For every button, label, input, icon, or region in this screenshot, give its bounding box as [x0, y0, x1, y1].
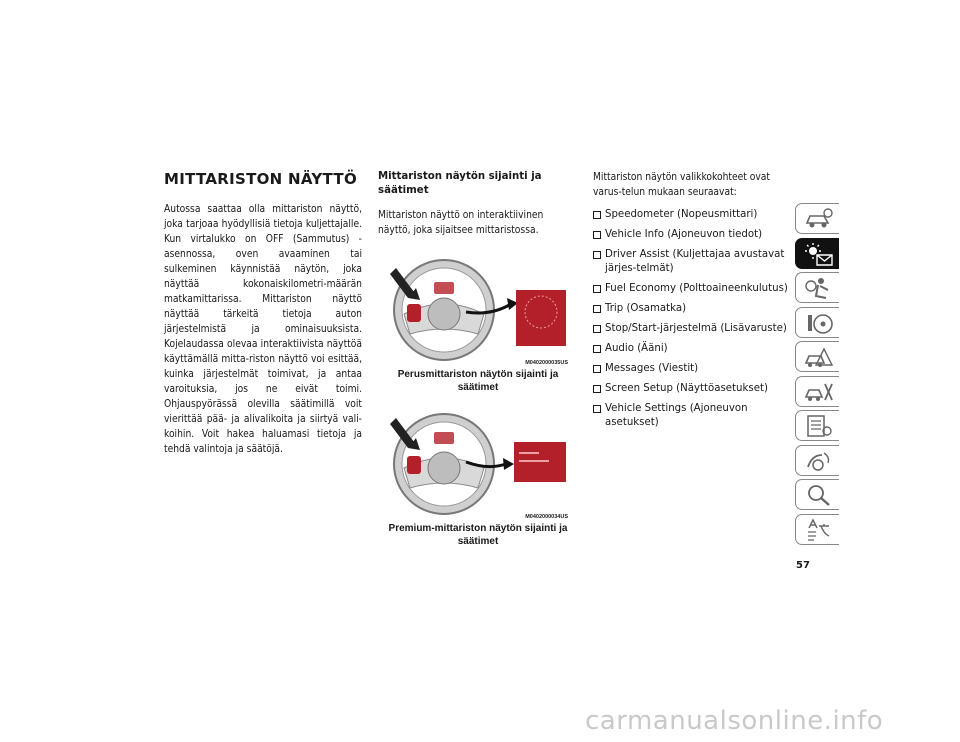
- list-item: Screen Setup (Näyttöasetukset): [593, 382, 795, 396]
- page-number: 57: [796, 560, 810, 571]
- languages-icon: [804, 518, 834, 542]
- list-item: Stop/Start-järjestelmä (Lisävaruste): [593, 322, 795, 336]
- figure-caption: Premium-mittariston näytön sijainti ja säätimet: [388, 523, 568, 547]
- menu-items-list: [593, 208, 795, 430]
- figure-code: M0402000035US: [525, 360, 568, 366]
- list-item: Audio (Ääni): [593, 342, 795, 356]
- right-column: [593, 170, 795, 436]
- section-title: MITTARISTON NÄYTTÖ: [164, 170, 358, 188]
- tab-languages[interactable]: [795, 514, 839, 545]
- tab-multimedia[interactable]: [795, 445, 839, 476]
- airbag-seat-icon: [804, 276, 834, 300]
- steering-wheel-illustration: [386, 254, 568, 366]
- checkbox-bullet-icon: [593, 251, 601, 259]
- index-search-icon: [804, 483, 834, 507]
- checkbox-bullet-icon: [593, 231, 601, 239]
- list-item: Driver Assist (Kuljettajaa avustavat järjes-telmät): [593, 248, 795, 276]
- list-item: Messages (Viestit): [593, 362, 795, 376]
- steering-start-icon: [804, 311, 834, 335]
- figure-code: M0402000034US: [525, 514, 568, 520]
- list-item: Trip (Osamatka): [593, 302, 795, 316]
- checkbox-bullet-icon: [593, 325, 601, 333]
- steering-wheel-illustration: [386, 408, 568, 520]
- intro-paragraph: Autossa saattaa olla mittariston näyttö, joka tarjoaa hyödyllisiä tietoja kuljettajalle. Kun virtalukko on OFF (Sammutus) -asennossa, oven avaaminen tai sulkeminen käynnistää näytön, joka näyttää kokonaiskilometri-määrän matkamittarissa. Mittariston näyttö näyttää tärkeitä tietoja auton järjestelmistä ja ominaisuuksista. Kojelaudassa olevaa interaktiivista näyttöä käyttämällä mitta-riston näyttö voi esittää, kuinka järjestelmät toimivat, ja antaa varoituksia, jos ne eivät toimi. Ohjauspyörässä olevilla säätimillä voit vierittää pää- ja alivalikoita ja siirtyä vali-koihin. Voit hakea haluamasi tietoja ja tehdä valintoja ja säätöjä.: [164, 204, 362, 455]
- list-item: Vehicle Settings (Ajoneuvon asetukset): [593, 402, 795, 430]
- car-info-icon: [804, 207, 834, 231]
- multimedia-icon: [804, 449, 834, 473]
- dashboard-lights-icon: [804, 242, 834, 266]
- list-item: Vehicle Info (Ajoneuvon tiedot): [593, 228, 795, 242]
- checkbox-bullet-icon: [593, 345, 601, 353]
- emergency-car-icon: [804, 345, 834, 369]
- tab-index-search[interactable]: [795, 479, 839, 510]
- tab-car-info[interactable]: [795, 203, 839, 234]
- checkbox-bullet-icon: [593, 365, 601, 373]
- figure-basic-cluster: [386, 254, 568, 366]
- list-item: Fuel Economy (Polttoaineenkulutus): [593, 282, 795, 296]
- tab-emergency[interactable]: [795, 341, 839, 372]
- checkbox-bullet-icon: [593, 385, 601, 393]
- tab-service-tools[interactable]: [795, 376, 839, 407]
- tab-steering-start[interactable]: [795, 307, 839, 338]
- left-column: [164, 170, 362, 457]
- figure-caption: Perusmittariston näytön sijainti ja säätimet: [397, 369, 559, 393]
- watermark: carmanualsonline.info: [585, 706, 884, 736]
- checkbox-bullet-icon: [593, 305, 601, 313]
- menu-intro: Mittariston näytön valikkokohteet ovat varus-telun mukaan seuraavat:: [593, 172, 770, 198]
- tab-specifications[interactable]: [795, 410, 839, 441]
- specifications-list-icon: [804, 414, 834, 438]
- middle-column: [378, 170, 578, 548]
- subsection-paragraph: Mittariston näyttö on interaktiivinen näyttö, joka sijaitsee mittaristossa.: [378, 210, 544, 236]
- checkbox-bullet-icon: [593, 211, 601, 219]
- service-tools-icon: [804, 380, 834, 404]
- tab-airbag-seat[interactable]: [795, 272, 839, 303]
- checkbox-bullet-icon: [593, 405, 601, 413]
- figure-premium-cluster: [386, 408, 568, 520]
- subsection-title: Mittariston näytön sijainti ja säätimet: [378, 171, 542, 196]
- list-item: Speedometer (Nopeusmittari): [593, 208, 795, 222]
- tab-dashboard-lights[interactable]: [795, 238, 839, 269]
- checkbox-bullet-icon: [593, 285, 601, 293]
- chapter-tabs: [795, 203, 840, 548]
